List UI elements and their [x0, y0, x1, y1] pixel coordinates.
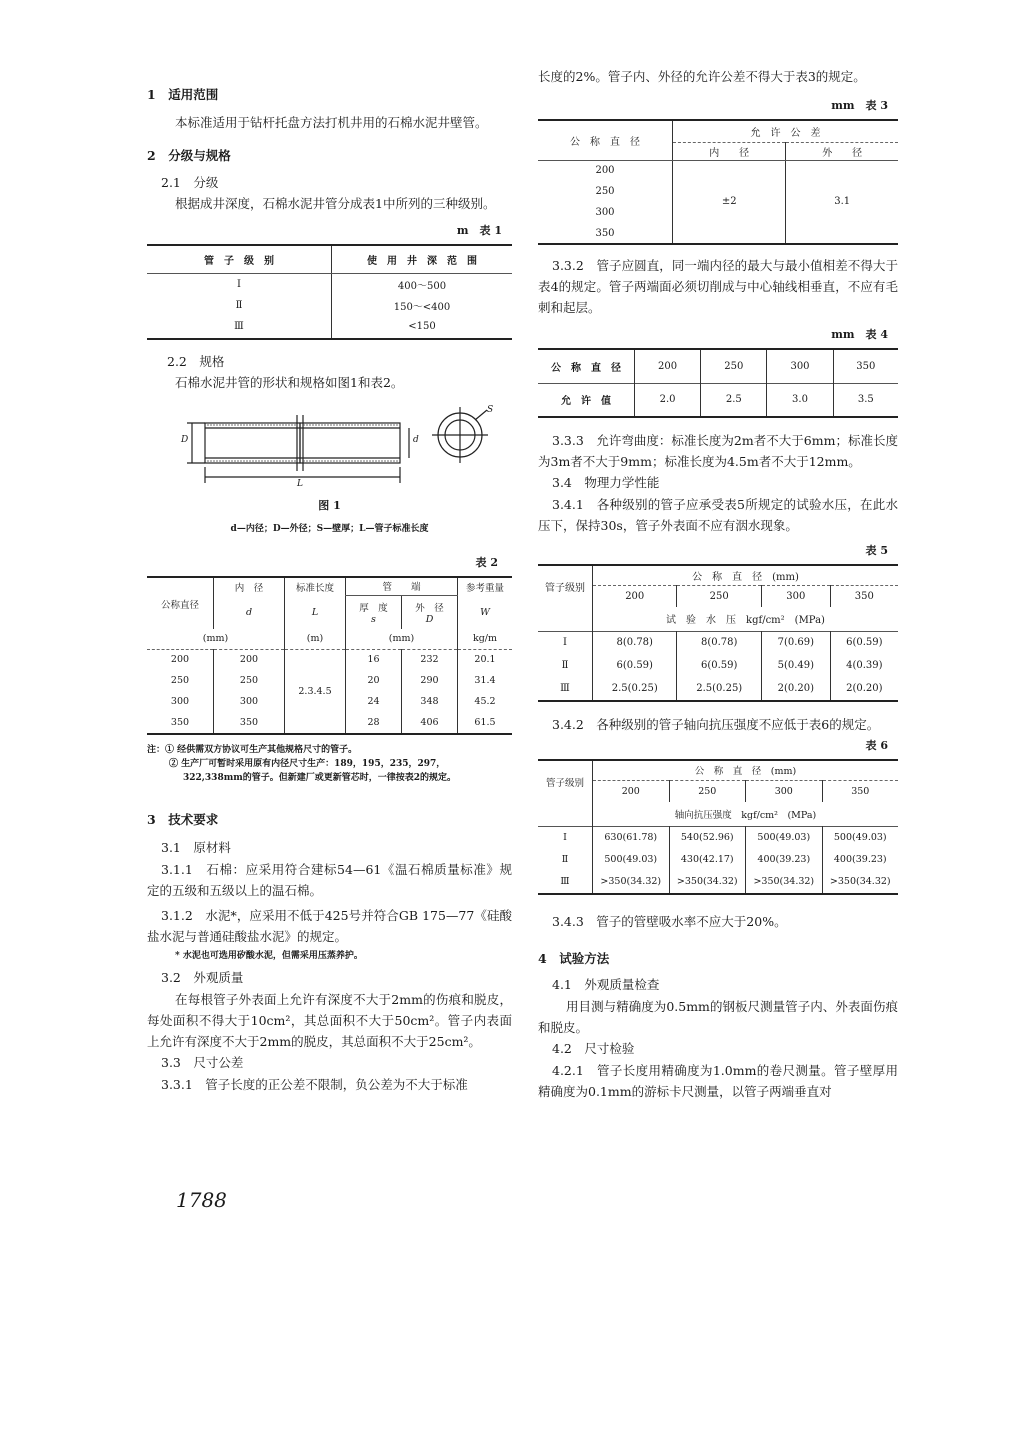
table-5-header-nominal: 公 称 直 径 (mm): [593, 565, 899, 585]
table-2-cell: 31.4: [458, 670, 513, 691]
table-6-cell: >350(34.32): [669, 870, 746, 894]
table-2-header-weight: 参考重量: [458, 577, 513, 595]
section-2-1-title: 2.1 分级: [161, 175, 219, 190]
table-6-diam: 350: [822, 780, 898, 802]
table-6-caption: 表 6: [865, 739, 888, 752]
table-5-header-pressure: 试 验 水 压 kgf/cm² (MPa): [593, 607, 899, 631]
table-1-cell: <150: [332, 315, 513, 339]
figure-label-D: D: [181, 435, 189, 445]
table-2-cell: 300: [214, 691, 285, 712]
table-6-cell: 540(52.96): [669, 826, 746, 848]
section-3-4-title: 3.4 物理力学性能: [552, 475, 660, 490]
section-3-1-2-footnote: * 水泥也可选用矽酸水泥，但需采用压蒸养护。: [175, 951, 363, 961]
table-2-unit-mm: (mm): [147, 629, 285, 649]
table-1: [147, 244, 512, 340]
table-3-header-outer: 外 径: [786, 142, 898, 160]
table-2-caption: 表 2: [475, 556, 498, 569]
table-2-unit-mm2: (mm): [346, 629, 458, 649]
table-5-diam: 250: [677, 585, 761, 607]
table-4-caption: mm 表 4: [831, 328, 888, 341]
table-2-cell: 200: [214, 649, 285, 670]
table-5-cell: 6(0.59): [593, 654, 677, 677]
table-2-header-end: 管 端: [346, 577, 458, 595]
pipe-drawing: [147, 405, 512, 500]
section-3-2-text: 在每根管子外表面上允许有深度不大于2mm的伤痕和脱皮，每处面积不得大于10cm²，其总面积不大于50cm²。管子内表面上允许有深度不大于2mm的脱皮，其总面积不大于25cm²。: [147, 992, 512, 1049]
table-2-note-2: ② 生产厂可暂时采用原有内径尺寸生产：189，195，235，297，: [169, 759, 446, 769]
table-2-sym-D: D: [425, 613, 434, 625]
table-2-cell: 28: [346, 712, 402, 734]
table-2-sym-L: L: [285, 595, 346, 629]
table-2-notes: [147, 743, 512, 785]
table-4-cell: 2.5: [701, 383, 767, 417]
table-6-diam: 200: [593, 780, 670, 802]
continued-text: 长度的2%。管子内、外径的允许公差不得大于表3的规定。: [538, 69, 866, 84]
table-6-header-grade: 管子级别: [545, 777, 584, 789]
left-column: [147, 84, 512, 1095]
section-4-1-text: 用目测与精确度为0.5mm的钢板尺测量管子内、外表面伤痕和脱皮。: [538, 999, 898, 1035]
section-2-1-text: 根据成井深度，石棉水泥井管分成表1中所列的三种级别。: [175, 196, 496, 211]
table-2-header-length: 标准长度: [285, 577, 346, 595]
table-5-grade: Ⅱ: [561, 660, 569, 671]
table-2-cell: 200: [170, 654, 190, 666]
table-6-cell: >350(34.32): [822, 870, 898, 894]
section-4-title: 4 试验方法: [538, 951, 610, 966]
table-6-cell: >350(34.32): [593, 870, 670, 894]
section-3-title: 3 技术要求: [147, 812, 219, 827]
table-6-cell: 500(49.03): [746, 826, 823, 848]
table-2-unit-kgm: kg/m: [458, 629, 513, 649]
table-5-cell: 2.5(0.25): [677, 677, 761, 701]
page-number: 1788: [176, 1188, 227, 1212]
table-1-cell: 150～<400: [332, 295, 513, 315]
section-3-4-1-text: 3.4.1 各种级别的管子应承受表5所规定的试验水压，在此水压下，保持30s，管子外表面不应有洇水现象。: [538, 497, 898, 533]
section-3-4-2-text: 3.4.2 各种级别的管子轴向抗压强度不应低于表6的规定。: [552, 717, 880, 732]
figure-legend: d—内径；D—外径；S—壁厚；L—管子标准长度: [230, 524, 429, 534]
table-5-grade: Ⅲ: [560, 683, 570, 694]
section-2-2-text: 石棉水泥井管的形状和规格如图1和表2。: [175, 375, 404, 390]
table-3-diam: 250: [595, 186, 615, 197]
table-3-header-inner: 内 径: [673, 142, 786, 160]
table-6-grade: Ⅲ: [560, 876, 570, 887]
table-5-cell: 4(0.39): [830, 654, 898, 677]
table-6-cell: 400(39.23): [746, 848, 823, 870]
table-6-header-strength: 轴向抗压强度 kgf/cm² (MPa): [593, 802, 899, 826]
table-1-cell: Ⅱ: [235, 299, 243, 311]
table-5-cell: 2.5(0.25): [593, 677, 677, 701]
table-2-cell: 24: [346, 691, 402, 712]
table-4-cell: 250: [701, 349, 767, 383]
table-2-length-value: 2.3.4.5: [285, 649, 346, 734]
table-3-diam: 200: [595, 165, 615, 177]
table-3: [538, 119, 898, 245]
table-3-diam: 300: [595, 207, 615, 218]
table-4-cell: 200: [635, 349, 701, 383]
section-4-1-title: 4.1 外观质量检查: [552, 977, 660, 992]
table-2-sym-s: s: [371, 613, 376, 625]
right-column: [538, 66, 898, 1102]
section-3-3-3-text: 3.3.3 允许弯曲度：标准长度为2m者不大于6mm；标准长度为3m者不大于9mm；标准长度为4.5m者不大于12mm。: [538, 433, 898, 469]
table-4-row-label-allowed: 允 许 值: [561, 396, 611, 408]
table-6-diam: 300: [746, 780, 823, 802]
table-1-header-grade: 管 子 级 别: [147, 245, 332, 273]
table-1-header-depth: 使 用 井 深 范 围: [332, 245, 513, 273]
table-5-grade: Ⅰ: [563, 637, 567, 649]
table-6-cell: 500(49.03): [593, 848, 670, 870]
table-2-thickness-label: 厚 度: [359, 602, 388, 614]
section-3-1-title: 3.1 原材料: [161, 840, 231, 855]
table-2-cell: 290: [402, 670, 458, 691]
table-2-header-outer: [402, 595, 458, 629]
section-3-3-2-text: 3.3.2 管子应圆直，同一端内径的最大与最小值相差不得大于表4的规定。管子两端面必须切削成与中心轴线相垂直，不应有毛刺和起层。: [538, 258, 898, 315]
table-2-cell: 16: [346, 649, 402, 670]
table-2-cell: 348: [402, 691, 458, 712]
table-5-cell: 2(0.20): [830, 677, 898, 701]
table-2-cell: 300: [170, 696, 190, 707]
table-2-cell: 350: [170, 717, 190, 728]
table-2-cell: 350: [214, 712, 285, 734]
section-3-1-2-text: 3.1.2 水泥*，应采用不低于425号并符合GB 175—77《硅酸盐水泥与普通硅酸盐水泥》的规定。: [147, 908, 512, 944]
section-3-4-3-text: 3.4.3 管子的管壁吸水率不应大于20%。: [552, 914, 787, 929]
table-4-cell: 350: [833, 349, 898, 383]
figure-1: [147, 405, 512, 525]
table-6-cell: 630(61.78): [593, 826, 670, 848]
table-3-caption: mm 表 3: [831, 99, 888, 112]
figure-caption: 图 1: [318, 499, 341, 512]
table-6-cell: 400(39.23): [822, 848, 898, 870]
table-4: [538, 348, 898, 418]
table-2-cell: 232: [402, 649, 458, 670]
table-3-diam: 350: [595, 227, 615, 239]
table-5-diam: 300: [761, 585, 830, 607]
table-5-cell: 6(0.59): [677, 654, 761, 677]
section-2-title: 2 分级与规格: [147, 148, 231, 163]
table-2-sym-W: W: [458, 595, 513, 629]
section-3-2-title: 3.2 外观质量: [161, 970, 244, 985]
section-1-title: 1 适用范围: [147, 87, 219, 102]
table-5-cell: 6(0.59): [830, 631, 898, 654]
table-2-cell: 250: [170, 675, 190, 686]
table-2-unit-m: (m): [285, 629, 346, 649]
table-3-header-tolerance: 允 许 公 差: [673, 120, 899, 142]
table-5-cell: 7(0.69): [761, 631, 830, 654]
table-6-grade: Ⅱ: [561, 853, 569, 865]
table-2-header-thickness: [346, 595, 402, 629]
figure-label-S: S: [487, 405, 494, 415]
table-1-cell: Ⅲ: [234, 321, 244, 332]
table-5-caption: 表 5: [865, 544, 888, 557]
table-5: [538, 564, 898, 702]
table-6-cell: >350(34.32): [746, 870, 823, 894]
table-6: [538, 759, 898, 895]
section-4-2-1-text: 4.2.1 管子长度用精确度为1.0mm的卷尺测量。管子壁厚用精确度为0.1mm的游标卡尺测量，以管子两端垂直对: [538, 1063, 898, 1099]
table-6-grade: Ⅰ: [563, 831, 567, 843]
table-5-cell: 5(0.49): [761, 654, 830, 677]
table-2-cell: 61.5: [458, 712, 513, 734]
table-2-cell: 20.1: [458, 649, 513, 670]
table-5-header-grade: 管子级别: [545, 583, 585, 594]
table-3-inner-tol: ±2: [673, 160, 786, 244]
section-4-2-title: 4.2 尺寸检验: [552, 1041, 635, 1056]
section-3-3-1-text: 3.3.1 管子长度的正公差不限制，负公差为不大于标准: [161, 1077, 468, 1092]
section-3-1-1-text: 3.1.1 石棉：应采用符合建标54—61《温石棉质量标准》规定的五级和五级以上的温石棉。: [147, 862, 512, 898]
table-2-note-3: 322,338mm的管子。但新建厂或更新管芯时，一律按表2的规定。: [183, 773, 457, 783]
table-2-outer-label: 外 径: [415, 602, 444, 614]
table-3-header-nominal: 公 称 直 径: [538, 120, 673, 160]
table-4-row-label-nominal: 公 称 直 径: [551, 362, 621, 374]
table-6-header-nominal: 公 称 直 径 (mm): [593, 760, 899, 780]
table-2-cell: 406: [402, 712, 458, 734]
table-2-header-nominal: 公称直径: [160, 599, 199, 611]
section-1-text: 本标准适用于钻杆托盘方法打机井用的石棉水泥井壁管。: [175, 115, 488, 130]
table-5-diam: 200: [593, 585, 677, 607]
section-3-3-title: 3.3 尺寸公差: [161, 1055, 244, 1070]
table-5-cell: 8(0.78): [593, 631, 677, 654]
table-2-cell: 45.2: [458, 691, 513, 712]
table-6-diam: 250: [669, 780, 746, 802]
table-2-cell: 250: [214, 670, 285, 691]
table-5-diam: 350: [830, 585, 898, 607]
table-6-cell: 430(42.17): [669, 848, 746, 870]
table-1-cell: 400～500: [332, 273, 513, 295]
table-6-cell: 500(49.03): [822, 826, 898, 848]
table-2-note-1: 注：① 经供需双方协议可生产其他规格尺寸的管子。: [147, 745, 358, 755]
figure-label-L: L: [297, 479, 303, 489]
table-1-cell: Ⅰ: [237, 278, 241, 290]
table-4-cell: 3.5: [833, 383, 898, 417]
table-2-header-inner: 内 径: [214, 577, 285, 595]
table-2: [147, 576, 512, 735]
table-5-cell: 8(0.78): [677, 631, 761, 654]
table-2-cell: 20: [346, 670, 402, 691]
table-2-sym-d: d: [214, 595, 285, 629]
figure-label-d: d: [413, 435, 419, 445]
table-5-cell: 2(0.20): [761, 677, 830, 701]
table-4-cell: 300: [767, 349, 833, 383]
table-3-outer-tol: 3.1: [786, 160, 898, 244]
table-4-cell: 3.0: [767, 383, 833, 417]
table-4-cell: 2.0: [635, 383, 701, 417]
table-1-caption: m 表 1: [456, 224, 502, 237]
section-2-2-title: 2.2 规格: [167, 354, 225, 369]
